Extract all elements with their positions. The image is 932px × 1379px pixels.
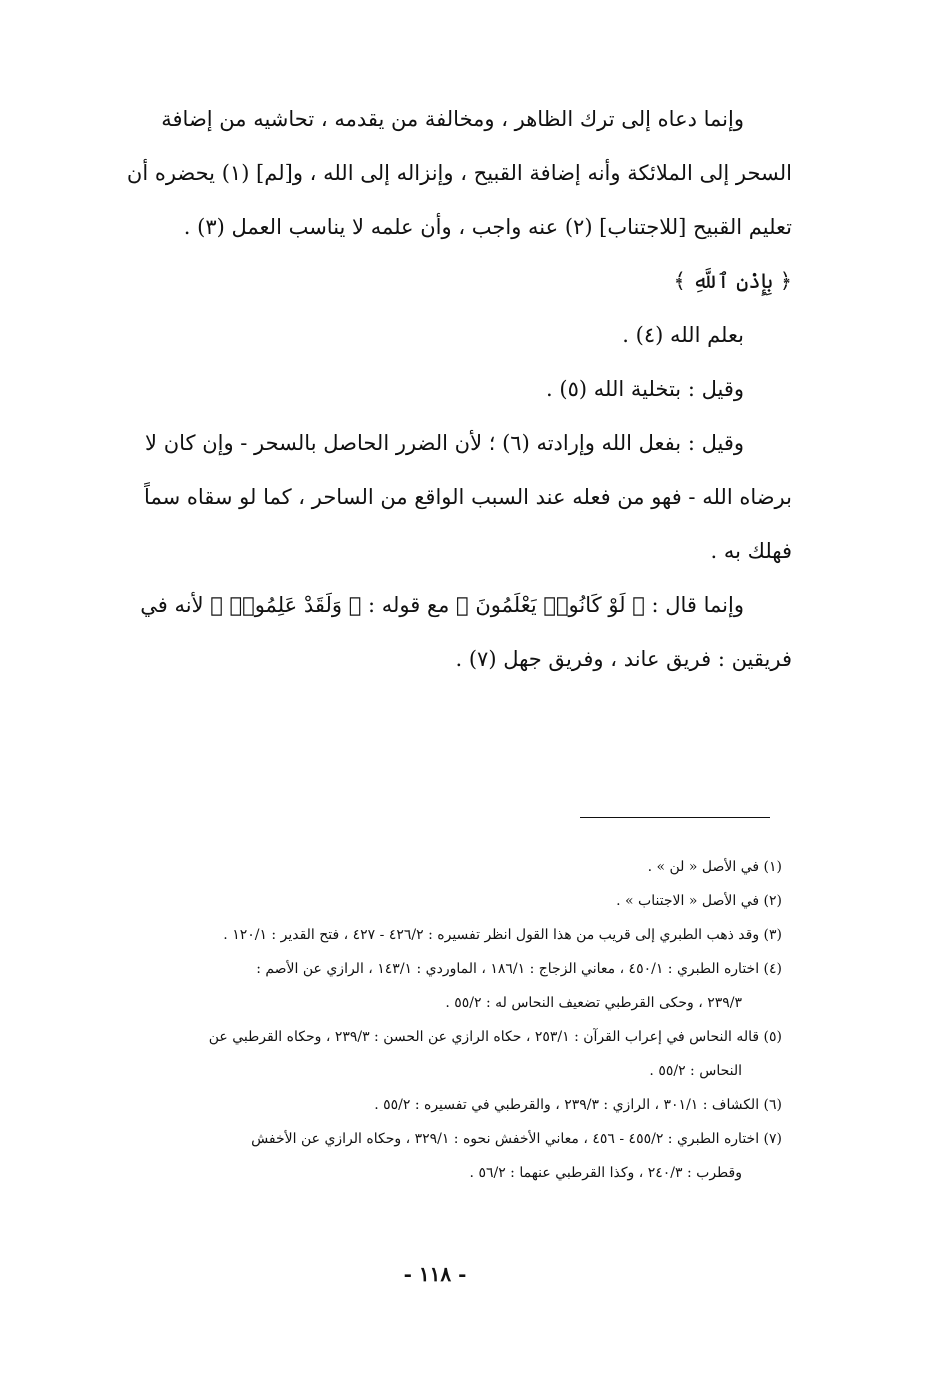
text-line: تعليم القبيح [للاجتناب] (٢) عنه واجب ، وأن علمه لا يناسب العمل (٣) . xyxy=(183,215,792,239)
text-line: وقيل : بتخلية الله (٥) . xyxy=(546,377,744,401)
footnote-continuation: النحاس : ٥٥/٢ . xyxy=(649,1063,742,1079)
paragraph-2 xyxy=(82,308,792,362)
text-line: وإنما دعاه إلى ترك الظاهر ، ومخالفة من يقدمه ، تحاشيه من إضافة xyxy=(161,107,744,131)
quran-heading xyxy=(82,254,792,308)
page-number: - ١١٨ - xyxy=(403,1262,467,1286)
footnote-divider xyxy=(580,817,770,818)
footnotes xyxy=(82,850,782,1190)
paragraph-4 xyxy=(82,416,792,578)
footnote: (٣) وقد ذهب الطبري إلى قريب من هذا القول انظر تفسيره : ٤٢٦/٢ - ٤٢٧ ، فتح القدير : ١٢٠/١ . xyxy=(223,927,782,943)
footnote: (٧) اختاره الطبري : ٤٥٥/٢ - ٤٥٦ ، معاني الأخفش نحوه : ٣٢٩/١ ، وحكاه الرازي عن الأخفش xyxy=(251,1131,782,1147)
text-line: فريقين : فريق عاند ، وفريق جهل (٧) . xyxy=(455,647,792,671)
footnote: (٥) قاله النحاس في إعراب القرآن : ٢٥٣/١ ، حكاه الرازي عن الحسن : ٢٣٩/٣ ، وحكاه القرطبي عن xyxy=(208,1029,782,1045)
footnote: (١) في الأصل « لن » . xyxy=(647,859,782,875)
text-line: السحر إلى الملائكة وأنه إضافة القبيح ، وإنزاله إلى الله ، و[لم] (١) يحضره أن xyxy=(126,161,792,185)
paragraph-5 xyxy=(82,578,792,686)
footnote: (٦) الكشاف : ٣٠١/١ ، الرازي : ٢٣٩/٣ ، والقرطبي في تفسيره : ٥٥/٢ . xyxy=(374,1097,782,1113)
main-text xyxy=(82,92,792,686)
text-line: بعلم الله (٤) . xyxy=(622,323,744,347)
text-line: برضاه الله - فهو من فعله عند السبب الواقع من الساحر ، كما لو سقاه سماً xyxy=(144,485,792,509)
footnote: (٢) في الأصل « الاجتناب » . xyxy=(616,893,782,909)
footnote: (٤) اختاره الطبري : ٤٥٠/١ ، معاني الزجاج : ١٨٦/١ ، الماوردي : ١٤٣/١ ، الرازي عن الأصم : xyxy=(256,961,782,977)
quran-verse: ﴿ بِإِذْنِ ٱللَّهِ ﴾ xyxy=(673,269,792,293)
paragraph-1 xyxy=(82,92,792,254)
footnote-continuation: ٢٣٩/٣ ، وحكى القرطبي تضعيف النحاس له : ٥٥/٢ . xyxy=(445,995,742,1011)
footnote-continuation: وقطرب : ٢٤٠/٣ ، وكذا القرطبي عنهما : ٥٦/٢ . xyxy=(469,1165,742,1181)
text-line: وإنما قال : ﴿ لَوْ كَانُوا۟ يَعْلَمُونَ ﴾ مع قوله : ﴿ وَلَقَدْ عَلِمُوا۟ ﴾ لأنه في xyxy=(140,593,744,617)
text-line: وقيل : بفعل الله وإرادته (٦) ؛ لأن الضرر الحاصل بالسحر - وإن كان لا xyxy=(145,431,744,455)
paragraph-3 xyxy=(82,362,792,416)
text-line: فهلك به . xyxy=(710,539,792,563)
